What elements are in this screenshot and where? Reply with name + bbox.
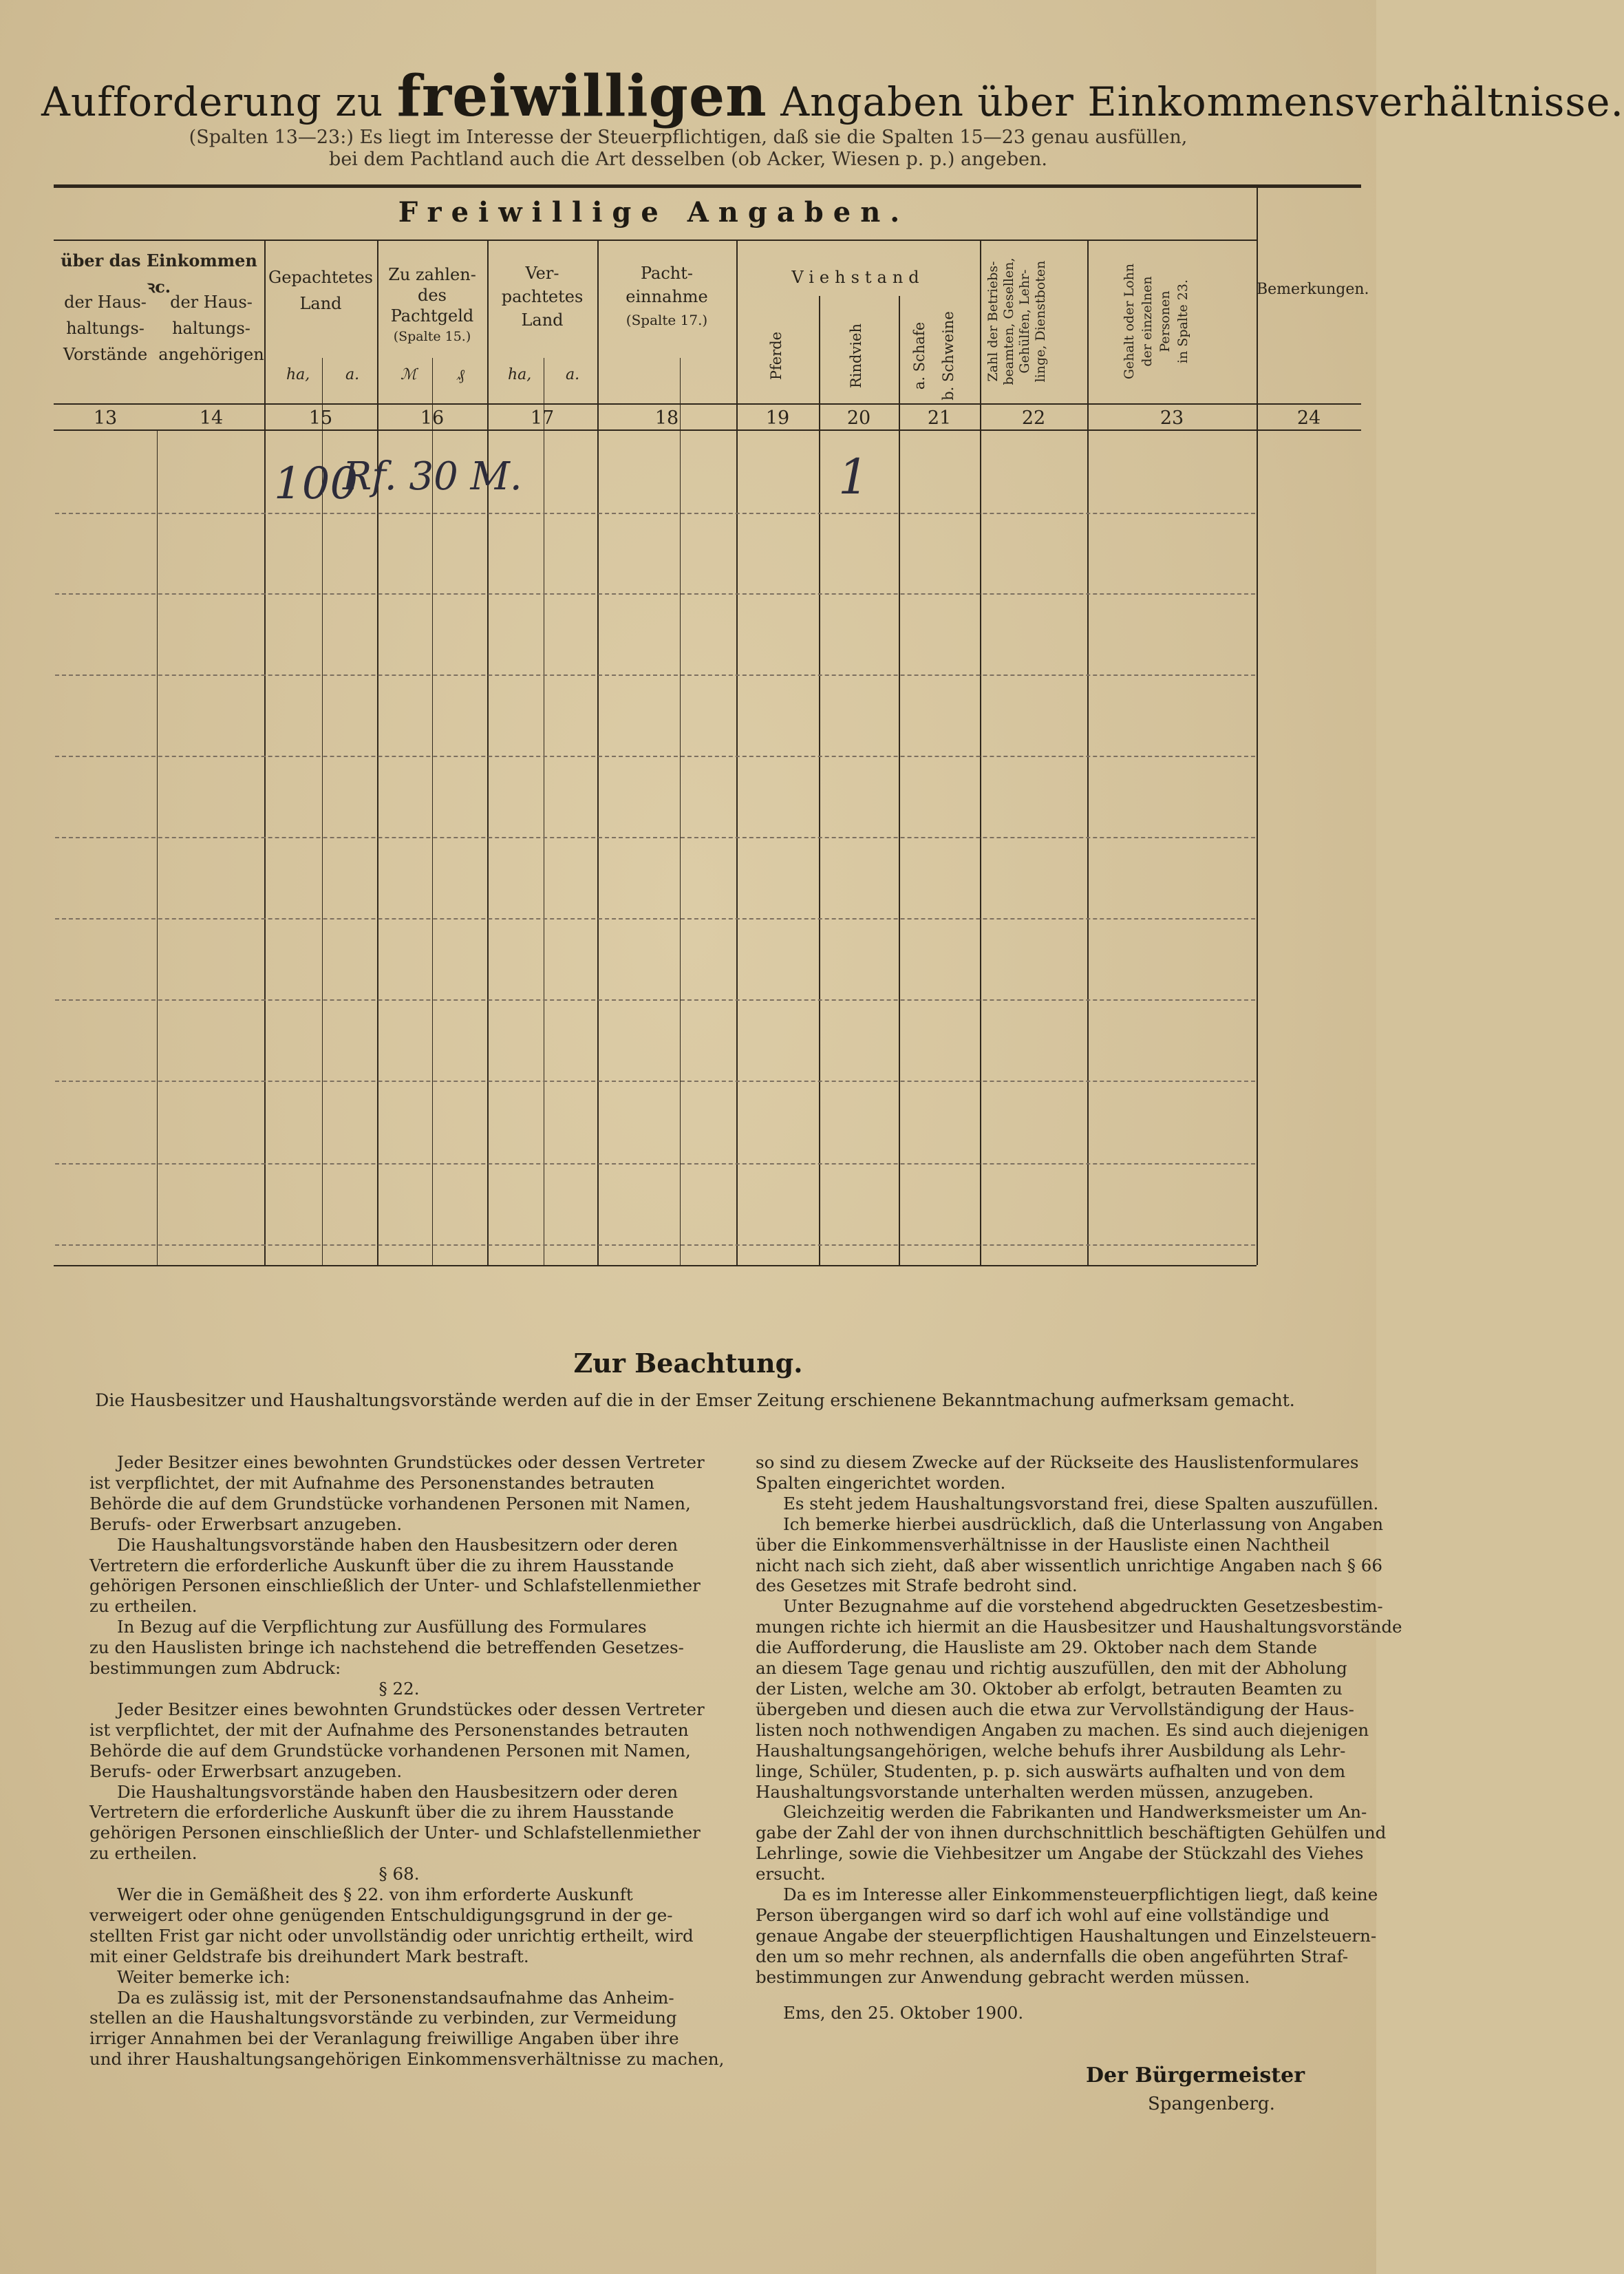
unit-16-mark: ℳ — [400, 366, 417, 383]
header-20: Rindvieh — [848, 323, 864, 389]
notice-date: Ems, den 25. Oktober 1900. — [783, 2002, 1024, 2023]
subtitle-line2: bei dem Pachtland auch die Art desselben (ob Acker, Wiesen p. p.) angeben. — [329, 149, 1047, 170]
row-guide — [55, 513, 1255, 514]
signer-title: Der Bürgermeister — [1086, 2063, 1305, 2087]
col-number: 21 — [927, 407, 952, 429]
col-divider — [980, 240, 981, 1265]
col-number: 15 — [308, 407, 333, 429]
text-line: stellen an die Haushaltungsvorstände zu verbinden, zur Vermeidung — [89, 2008, 677, 2028]
col-divider — [819, 296, 820, 1265]
text-line: In Bezug auf die Verpflichtung zur Ausfüllung des Formulares — [117, 1617, 647, 1637]
unit-divider — [680, 358, 681, 1265]
col-divider — [1257, 188, 1258, 1265]
table-bottom-rule — [54, 1265, 1257, 1266]
text-line: und ihrer Haushaltungsangehörigen Einkommensverhältnisse zu machen, — [89, 2049, 725, 2070]
title-bold: freiwilligen — [396, 63, 767, 129]
text-line: Da es im Interesse aller Einkommensteuerpflichtigen liegt, daß keine — [783, 1884, 1378, 1905]
title-part1: Aufforderung zu — [41, 78, 384, 125]
text-line: Behörde die auf dem Grundstücke vorhandenen Personen mit Namen, — [89, 1740, 691, 1761]
handwritten-entry-20: 1 — [838, 449, 869, 505]
header-bottom-rule — [54, 403, 1361, 405]
unit-15-a: a. — [345, 366, 360, 383]
text-line: Berufs- oder Erwerbsart anzugeben. — [89, 1761, 403, 1781]
header-21b: b. Schweine — [940, 311, 957, 401]
text-line: zu den Hauslisten bringe ich nachstehend die betreffenden Gesetzes- — [89, 1637, 684, 1658]
col-number: 23 — [1160, 407, 1184, 429]
text-line: die Aufforderung, die Hausliste am 29. Oktober nach dem Stande — [756, 1637, 1318, 1658]
header-18: Pacht- einnahme (Spalte 17.) — [626, 264, 708, 328]
row-guide — [55, 1163, 1255, 1165]
title-part2: Angaben über Einkommensverhältnisse. — [780, 78, 1624, 125]
header-24: Bemerkungen. — [1257, 281, 1369, 298]
col-number: 22 — [1021, 407, 1046, 429]
handwritten-entry-16: Rf. 30 M. — [343, 454, 522, 499]
text-line: ersucht. — [756, 1864, 826, 1884]
text-line: bestimmungen zum Abdruck: — [89, 1658, 341, 1679]
text-line: den um so mehr rechnen, als andernfalls die oben angeführten Straf- — [756, 1946, 1349, 1966]
text-line: Wer die in Gemäßheit des § 22. von ihm erforderte Auskunft — [117, 1884, 633, 1905]
unit-17-ha: ha, — [508, 366, 532, 383]
text-line: irriger Annahmen bei der Veranlagung freiwillige Angaben über ihre — [89, 2028, 679, 2049]
subtitle-line1: (Spalten 13—23:) Es liegt im Interesse der Steuerpflichtigen, daß sie die Spalten 15—23 genau ausfüllen, — [189, 127, 1188, 148]
text-line: zu ertheilen. — [89, 1596, 197, 1617]
text-line: ist verpflichtet, der mit der Aufnahme des Personenstandes betrauten — [89, 1719, 689, 1740]
text-line: an diesem Tage genau und richtig auszufüllen, den mit der Abholung — [756, 1658, 1347, 1679]
handwritten-entry-15: 100 — [274, 458, 359, 509]
row-guide — [55, 837, 1255, 838]
header-15: Gepachtetes Land — [268, 268, 373, 313]
text-line: Haushaltungsangehörigen, welche behufs ihrer Ausbildung als Lehr- — [756, 1740, 1346, 1761]
text-line: Jeder Besitzer eines bewohnten Grundstückes oder dessen Vertreter — [117, 1699, 705, 1719]
col-number: 19 — [765, 407, 790, 429]
section-heading: § 68. — [378, 1864, 420, 1884]
text-line: Person übergangen wird so darf ich wohl auf eine vollständige und — [756, 1904, 1329, 1925]
section-rule — [54, 240, 1257, 241]
text-line: Gleichzeitig werden die Fabrikanten und Handwerksmeister um An- — [783, 1802, 1367, 1823]
text-line: gabe der Zahl der von ihnen durchschnittlich beschäftigten Gehülfen und — [756, 1823, 1387, 1843]
row-guide — [55, 593, 1255, 595]
col-number: 14 — [199, 407, 224, 429]
form-title — [41, 63, 1624, 129]
text-line: Spalten eingerichtet worden. — [756, 1472, 1006, 1493]
header-17: Ver- pachtetes Land — [501, 264, 584, 330]
text-line: ist verpflichtet, der mit Aufnahme des Personenstandes betrauten — [89, 1472, 654, 1493]
col-divider — [736, 240, 738, 1265]
text-line: listen noch nothwendigen Angaben zu machen. Es sind auch diejenigen — [756, 1719, 1369, 1740]
signer-name: Spangenberg. — [1148, 2094, 1275, 2114]
header-21a: a. Schafe — [911, 321, 928, 390]
section-heading: § 22. — [378, 1678, 420, 1699]
text-line: Behörde die auf dem Grundstücke vorhandenen Personen mit Namen, — [89, 1493, 691, 1513]
row-guide — [55, 1081, 1255, 1082]
text-line: mungen richte ich hiermit an die Hausbesitzer und Haushaltungsvorstände — [756, 1617, 1402, 1637]
text-line: Ich bemerke hierbei ausdrücklich, daß die Unterlassung von Angaben — [783, 1513, 1384, 1534]
col-divider — [377, 240, 378, 1265]
row-guide — [55, 918, 1255, 920]
notice-left-column — [89, 1452, 725, 2070]
col-number: 16 — [420, 407, 445, 429]
col-divider — [264, 240, 266, 1265]
text-line: übergeben und diesen auch die etwa zur Vervollständigung der Haus- — [756, 1699, 1354, 1719]
text-line: Die Haushaltungsvorstände haben den Hausbesitzern oder deren — [117, 1781, 678, 1802]
row-guide — [55, 1244, 1255, 1246]
text-line: mit einer Geldstrafe bis dreihundert Mark bestraft. — [89, 1946, 529, 1966]
group-income: über das Einkommen ꝛc. — [61, 251, 257, 297]
notice-title: Zur Beachtung. — [573, 1348, 803, 1379]
text-line: Lehrlinge, sowie die Viehbesitzer um Angabe der Stückzahl des Viehes — [756, 1843, 1364, 1864]
row-guide — [55, 756, 1255, 757]
notice-right-column — [756, 1452, 1402, 2023]
unit-15-ha: ha, — [286, 366, 310, 383]
text-line: Da es zulässig ist, mit der Personenstandsaufnahme das Anheim- — [117, 1987, 674, 2008]
text-line: stellten Frist gar nicht oder unvollständig oder unrichtig ertheilt, wird — [89, 1925, 694, 1946]
header-23: Gehalt oder Lohn der einzelnen Personen in Spalte 23. — [1122, 263, 1190, 380]
table-top-rule — [54, 184, 1361, 188]
col-divider — [899, 296, 900, 1265]
text-line: der Listen, welche am 30. Oktober ab erfolgt, betrauten Beamten zu — [756, 1678, 1343, 1699]
text-line: Berufs- oder Erwerbsart anzugeben. — [89, 1513, 403, 1534]
col-number: 24 — [1296, 407, 1321, 429]
header-19: Pferde — [768, 331, 784, 381]
unit-17-a: a. — [566, 366, 580, 383]
text-line: genaue Angabe der steuerpflichtigen Haushaltungen und Einzelsteuern- — [756, 1925, 1377, 1946]
unit-divider — [157, 429, 158, 1265]
text-line: Jeder Besitzer eines bewohnten Grundstückes oder dessen Vertreter — [117, 1452, 705, 1472]
text-line: gehörigen Personen einschließlich der Unter- und Schlafstellenmiether — [89, 1575, 701, 1596]
text-line: Unter Bezugnahme auf die vorstehend abgedruckten Gesetzesbestim- — [783, 1596, 1383, 1617]
header-22: Zahl der Betriebs- beamten, Gesellen, Gehülfen, Lehr- linge, Dienstboten — [985, 257, 1048, 385]
row-guide — [55, 999, 1255, 1001]
col-divider — [597, 240, 599, 1265]
group-viehstand: Viehstand — [791, 268, 925, 287]
text-line: Haushaltungsvorstande unterhalten werden müssen, anzugeben. — [756, 1781, 1314, 1802]
row-guide — [55, 674, 1255, 676]
header-13: der Haus- haltungs- Vorstände — [63, 293, 148, 364]
text-line: zu ertheilen. — [89, 1843, 197, 1864]
text-line: bestimmungen zur Anwendung gebracht werden müssen. — [756, 1966, 1250, 1987]
unit-16-pf: ₰ — [457, 367, 464, 384]
text-line: Vertretern die erforderliche Auskunft über die zu ihrem Hausstande — [89, 1802, 674, 1823]
notice-subtitle: Die Hausbesitzer und Haushaltungsvorstände werden auf die in der Emser Zeitung erschienene Bekanntmachung aufmerksam gemacht. — [95, 1390, 1295, 1410]
col-number: 17 — [530, 407, 555, 429]
text-line: Die Haushaltungsvorstände haben den Hausbesitzern oder deren — [117, 1534, 678, 1555]
text-line: des Gesetzes mit Strafe bedroht sind. — [756, 1575, 1078, 1596]
number-row-rule — [54, 429, 1361, 431]
section-title: Freiwillige Angaben. — [398, 196, 910, 229]
header-16: Zu zahlen- des Pachtgeld (Spalte 15.) — [388, 265, 476, 344]
text-line: Vertretern die erforderliche Auskunft über die zu ihrem Hausstande — [89, 1555, 674, 1575]
header-14: der Haus- haltungs- angehörigen — [158, 293, 264, 364]
text-line: gehörigen Personen einschließlich der Unter- und Schlafstellenmiether — [89, 1823, 701, 1843]
text-line: verweigert oder ohne genügenden Entschuldigungsgrund in der ge- — [89, 1904, 673, 1925]
text-line: nicht nach sich zieht, daß aber wissentlich unrichtige Angaben nach § 66 — [756, 1555, 1382, 1575]
text-line: Es steht jedem Haushaltungsvorstand frei, diese Spalten auszufüllen. — [783, 1493, 1379, 1513]
col-divider — [487, 240, 489, 1265]
col-number: 18 — [654, 407, 679, 429]
text-line: über die Einkommensverhältnisse in der Hausliste einen Nachtheil — [756, 1534, 1330, 1555]
col-divider — [1087, 240, 1089, 1265]
col-number: 13 — [93, 407, 118, 429]
col-number: 20 — [846, 407, 871, 429]
text-line: so sind zu diesem Zwecke auf der Rückseite des Hauslistenformulares — [756, 1452, 1359, 1472]
text-line: linge, Schüler, Studenten, p. p. sich auswärts aufhalten und von dem — [756, 1761, 1346, 1781]
text-line: Weiter bemerke ich: — [117, 1966, 290, 1987]
